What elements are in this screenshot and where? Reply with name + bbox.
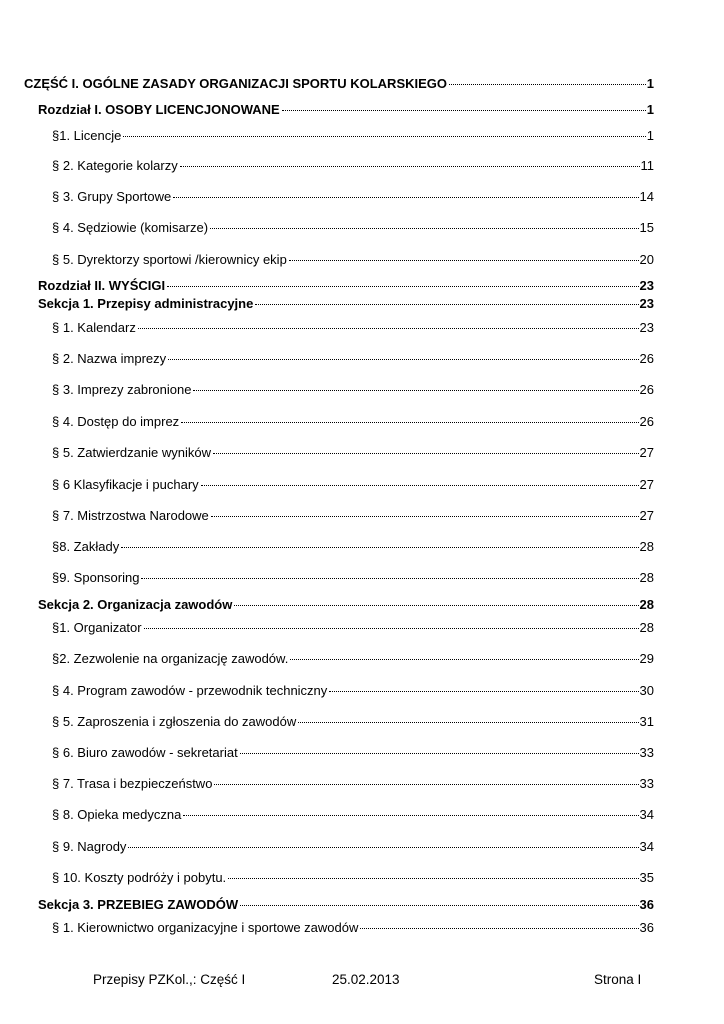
- dot-leader: [173, 197, 638, 198]
- toc-entry[interactable]: [52, 776, 654, 792]
- dot-leader: [298, 722, 638, 723]
- toc-entry-title: § 5. Zatwierdzanie wyników: [52, 445, 211, 460]
- toc-entry-page: 26: [639, 382, 654, 397]
- toc-entry-title: Rozdział I. OSOBY LICENCJONOWANE: [38, 102, 280, 117]
- dot-leader: [240, 753, 639, 754]
- toc-entry-title: § 6. Biuro zawodów - sekretariat: [52, 745, 238, 760]
- toc-entry-page: 33: [639, 776, 654, 791]
- toc-entry-page: 35: [639, 870, 654, 885]
- dot-leader: [360, 928, 638, 929]
- toc-entry[interactable]: [52, 870, 654, 886]
- toc-entry-title: § 6 Klasyfikacje i puchary: [52, 477, 199, 492]
- dot-leader: [255, 304, 638, 305]
- dot-leader: [193, 390, 638, 391]
- toc-entry-page: 23: [639, 278, 654, 293]
- toc-entry-page: 11: [640, 158, 654, 173]
- toc-entry-title: § 4. Dostęp do imprez: [52, 414, 180, 429]
- toc-entry[interactable]: [52, 382, 654, 398]
- toc-entry-page: 28: [639, 570, 654, 585]
- dot-leader: [282, 110, 646, 111]
- dot-leader: [290, 659, 638, 660]
- toc-entry[interactable]: [52, 714, 654, 730]
- toc-entry[interactable]: [52, 620, 654, 636]
- toc-entry[interactable]: [38, 278, 654, 294]
- dot-leader: [141, 578, 638, 579]
- toc-entry[interactable]: [38, 102, 654, 118]
- toc-entry[interactable]: [52, 839, 654, 855]
- toc-entry-page: 31: [639, 714, 654, 729]
- toc-entry-page: 28: [639, 620, 654, 635]
- toc-entry-page: 23: [639, 296, 654, 311]
- dot-leader: [168, 359, 638, 360]
- toc-entry[interactable]: [38, 897, 654, 913]
- toc-entry[interactable]: [52, 920, 654, 936]
- toc-entry-page: 1: [646, 102, 654, 117]
- toc-entry-title: § 2. Kategorie kolarzy: [52, 158, 178, 173]
- toc-entry-page: 29: [639, 651, 654, 666]
- toc-entry-title: § 3. Grupy Sportowe: [52, 189, 172, 204]
- toc-entry-title: Sekcja 3. PRZEBIEG ZAWODÓW: [38, 897, 239, 912]
- toc-entry-title: § 10. Koszty podróży i pobytu.: [52, 870, 227, 885]
- toc-entry[interactable]: [52, 158, 654, 174]
- toc-entry[interactable]: [52, 351, 654, 367]
- toc-entry-page: 27: [639, 445, 654, 460]
- toc-entry-page: 30: [639, 683, 654, 698]
- dot-leader: [329, 691, 638, 692]
- dot-leader: [234, 605, 638, 606]
- footer-document-title: Przepisy PZKol.,: Część I: [93, 972, 246, 987]
- toc-entry-title: § 4. Program zawodów - przewodnik techniczny: [52, 683, 328, 698]
- dot-leader: [180, 166, 640, 167]
- toc-entry[interactable]: [52, 745, 654, 761]
- toc-entry-page: 36: [639, 897, 654, 912]
- dot-leader: [183, 815, 638, 816]
- toc-entry[interactable]: [52, 414, 654, 430]
- toc-entry[interactable]: [38, 296, 654, 312]
- toc-entry-page: 34: [639, 839, 654, 854]
- toc-entry-title: §1. Licencje: [52, 128, 122, 143]
- dot-leader: [449, 84, 646, 85]
- footer-date: 25.02.2013: [332, 972, 400, 987]
- toc-entry[interactable]: [52, 539, 654, 555]
- toc-entry-page: 28: [639, 539, 654, 554]
- toc-entry-title: § 2. Nazwa imprezy: [52, 351, 167, 366]
- toc-entry-page: 14: [639, 189, 654, 204]
- toc-entry[interactable]: [52, 445, 654, 461]
- toc-entry-title: Sekcja 2. Organizacja zawodów: [38, 597, 233, 612]
- toc-entry-title: CZĘŚĆ I. OGÓLNE ZASADY ORGANIZACJI SPORTU KOLARSKIEGO: [24, 76, 448, 91]
- toc-entry-page: 26: [639, 351, 654, 366]
- toc-entry[interactable]: [52, 128, 654, 144]
- dot-leader: [181, 422, 638, 423]
- toc-entry-page: 27: [639, 477, 654, 492]
- dot-leader: [123, 136, 645, 137]
- dot-leader: [144, 628, 639, 629]
- dot-leader: [228, 878, 638, 879]
- toc-entry-page: 27: [639, 508, 654, 523]
- toc-entry-title: §1. Organizator: [52, 620, 142, 635]
- dot-leader: [214, 784, 638, 785]
- toc-entry[interactable]: [52, 252, 654, 268]
- toc-entry-page: 28: [639, 597, 654, 612]
- toc-entry-title: §9. Sponsoring: [52, 570, 140, 585]
- dot-leader: [201, 485, 639, 486]
- footer-page-number: Strona I: [594, 972, 642, 987]
- toc-entry-page: 1: [646, 128, 654, 143]
- toc-entry-page: 34: [639, 807, 654, 822]
- toc-entry[interactable]: [24, 76, 654, 92]
- toc-entry[interactable]: [52, 477, 654, 493]
- dot-leader: [213, 453, 639, 454]
- toc-entry-page: 26: [639, 414, 654, 429]
- toc-entry-title: § 4. Sędziowie (komisarze): [52, 220, 209, 235]
- toc-entry[interactable]: [52, 683, 654, 699]
- toc-entry-title: § 5. Dyrektorzy sportowi /kierownicy ekip: [52, 252, 287, 267]
- dot-leader: [167, 286, 638, 287]
- toc-entry-title: §8. Zakłady: [52, 539, 120, 554]
- toc-entry[interactable]: [52, 320, 654, 336]
- toc-entry[interactable]: [52, 508, 654, 524]
- toc-entry-title: Rozdział II. WYŚCIGI: [38, 278, 166, 293]
- toc-entry-page: 23: [639, 320, 654, 335]
- dot-leader: [240, 905, 638, 906]
- toc-entry-title: § 1. Kalendarz: [52, 320, 136, 335]
- dot-leader: [210, 228, 638, 229]
- toc-entry[interactable]: [52, 189, 654, 205]
- dot-leader: [121, 547, 638, 548]
- dot-leader: [138, 328, 639, 329]
- dot-leader: [211, 516, 639, 517]
- toc-entry-page: 1: [646, 76, 654, 91]
- toc-entry[interactable]: [52, 807, 654, 823]
- toc-entry-title: §2. Zezwolenie na organizację zawodów.: [52, 651, 289, 666]
- toc-entry[interactable]: [38, 597, 654, 613]
- toc-entry-title: § 7. Trasa i bezpieczeństwo: [52, 776, 213, 791]
- toc-entry[interactable]: [52, 651, 654, 667]
- toc-entry-title: § 7. Mistrzostwa Narodowe: [52, 508, 209, 523]
- toc-entry-title: § 9. Nagrody: [52, 839, 127, 854]
- toc-entry-title: § 3. Imprezy zabronione: [52, 382, 192, 397]
- toc-entry-title: § 5. Zaproszenia i zgłoszenia do zawodów: [52, 714, 297, 729]
- toc-entry-title: § 1. Kierownictwo organizacyjne i sportowe zawodów: [52, 920, 359, 935]
- dot-leader: [128, 847, 638, 848]
- toc-entry-page: 15: [639, 220, 654, 235]
- toc-entry-page: 36: [639, 920, 654, 935]
- toc-entry-page: 33: [639, 745, 654, 760]
- toc-entry-title: § 8. Opieka medyczna: [52, 807, 182, 822]
- toc-entry[interactable]: [52, 220, 654, 236]
- toc-entry[interactable]: [52, 570, 654, 586]
- toc-entry-title: Sekcja 1. Przepisy administracyjne: [38, 296, 254, 311]
- toc-entry-page: 20: [639, 252, 654, 267]
- dot-leader: [289, 260, 639, 261]
